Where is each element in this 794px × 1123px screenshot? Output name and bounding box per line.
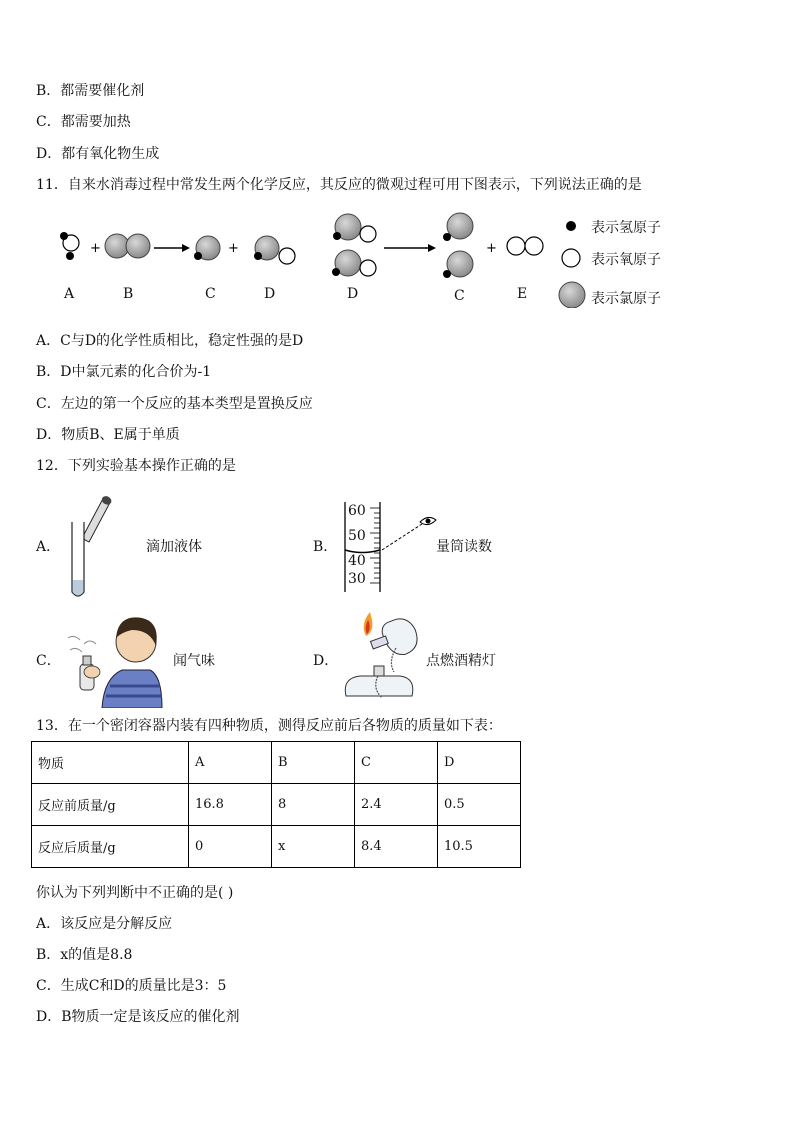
q12-caption-c: 闻气味 [173, 653, 215, 669]
q13-stem: 13．在一个密闭容器内装有四种物质，测得反应前后各物质的质量如下表： [36, 718, 502, 734]
molecule-c-pair [443, 213, 473, 278]
label-d: D [264, 286, 276, 302]
label-d2: D [347, 286, 359, 302]
q10-option-c: C．都需要加热 [36, 114, 131, 130]
q11-option-a: A．C与D的化学性质相比，稳定性强的是D [36, 333, 304, 349]
table-cell: 反应前质量/g [32, 784, 189, 826]
q12-caption-d: 点燃酒精灯 [426, 653, 496, 669]
label-b: B [123, 286, 134, 302]
svg-text:+: + [90, 241, 101, 256]
table-cell: 0.5 [438, 784, 521, 826]
legend-h-text: 表示氢原子 [591, 220, 661, 236]
q12-caption-a: 滴加液体 [146, 539, 202, 555]
molecule-c [194, 236, 220, 260]
q11-option-b: B．D中氯元素的化合价为-1 [36, 364, 212, 380]
label-a: A [64, 286, 75, 302]
label-c: C [205, 286, 216, 302]
alcohol-lamp-figure [338, 606, 428, 706]
q11-stem: 11．自来水消毒过程中常发生两个化学反应，其反应的微观过程可用下图表示，下列说法正确的是 [36, 177, 642, 193]
table-cell: D [438, 742, 521, 784]
q10-option-d: D．都有氧化物生成 [36, 146, 160, 162]
table-row [32, 826, 521, 868]
tick-40: 40 [348, 553, 366, 569]
svg-text:+: + [228, 241, 239, 256]
table-cell: 16.8 [189, 784, 272, 826]
table-header-row [32, 742, 521, 784]
eye-icon [420, 517, 436, 524]
q12-stem: 12．下列实验基本操作正确的是 [36, 458, 236, 474]
dropper-test-tube-figure [64, 492, 114, 602]
molecule-d [254, 236, 295, 264]
table-cell: x [272, 826, 355, 868]
tick-50: 50 [348, 528, 366, 544]
q12-caption-b: 量筒读数 [436, 539, 492, 555]
q13-option-a: A．该反应是分解反应 [36, 916, 173, 932]
tick-30: 30 [348, 571, 366, 587]
molecule-e [507, 237, 543, 255]
q13-option-b: B．x的值是8.8 [36, 947, 133, 963]
smelling-gas-figure [62, 608, 167, 708]
legend-cl-text: 表示氯原子 [591, 291, 661, 307]
table-cell: 反应后质量/g [32, 826, 189, 868]
table-cell: C [355, 742, 438, 784]
legend-h-icon [566, 221, 576, 231]
q12-letter-d: D． [313, 653, 339, 669]
q13-option-d: D．B物质一定是该反应的催化剂 [36, 1009, 240, 1025]
table-cell: 8.4 [355, 826, 438, 868]
table-cell: A [189, 742, 272, 784]
q11-option-c: C．左边的第一个反应的基本类型是置换反应 [36, 396, 313, 412]
q10-option-b: B．都需要催化剂 [36, 83, 145, 99]
arrow-1 [154, 244, 190, 252]
table-cell: 8 [272, 784, 355, 826]
svg-text:+: + [486, 241, 497, 256]
legend-o-icon [562, 249, 580, 267]
q13-option-c: C．生成C和D的质量比是3：5 [36, 978, 227, 994]
tick-60: 60 [348, 503, 366, 519]
q12-letter-c: C． [36, 653, 61, 669]
q11-option-d: D．物质B、E属于单质 [36, 427, 180, 443]
q12-letter-b: B． [313, 539, 338, 555]
arrow-2 [384, 244, 436, 252]
molecule-d-pair [332, 214, 376, 276]
table-cell: 0 [189, 826, 272, 868]
molecule-b [105, 234, 150, 258]
legend-cl-icon [559, 282, 585, 308]
q13-question: 你认为下列判断中不正确的是( ) [36, 885, 234, 901]
table-cell: 10.5 [438, 826, 521, 868]
label-c2: C [454, 288, 465, 304]
table-cell: B [272, 742, 355, 784]
molecule-a [60, 232, 79, 260]
legend-o-text: 表示氧原子 [591, 252, 661, 268]
table-cell: 物质 [32, 742, 189, 784]
mass-table [31, 741, 521, 868]
table-cell: 2.4 [355, 784, 438, 826]
table-row [32, 784, 521, 826]
q12-letter-a: A． [36, 539, 61, 555]
label-e: E [517, 286, 528, 302]
